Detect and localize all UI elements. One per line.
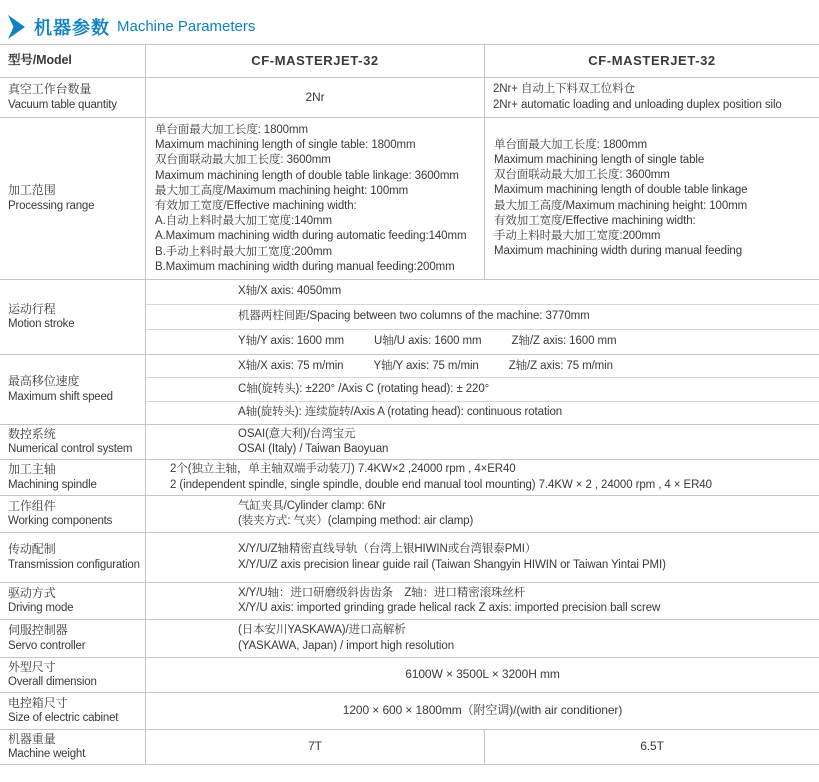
spec-line: 最大加工高度/Maximum machining height: 100mm <box>155 184 409 197</box>
table-row-working-components <box>0 496 819 533</box>
spec-line: Maximum machining length of double table linkage: 3600mm <box>155 169 459 182</box>
spec-line: 2 (independent spindle, single spindle, double end manual tool mounting) 7.4KW × 2 , 24000 rpm , 4 × ER40 <box>170 478 712 491</box>
table-row-machine-weight <box>0 730 819 765</box>
table-row-model <box>0 45 819 78</box>
spindle-value <box>146 460 819 495</box>
spec-line: A轴(旋转头): 连续旋转/Axis A (rotating head): continuous rotation <box>238 406 563 419</box>
processing-col2 <box>485 118 819 279</box>
shift-sub-row-c-axis <box>146 378 819 401</box>
spec-line: 气缸夹具/Cylinder clamp: 6Nr <box>238 499 386 512</box>
spec-line: X轴/X axis: 75 m/min <box>238 359 344 372</box>
spec-line: (装夹方式: 气夹）(clamping method: air clamp) <box>238 515 474 527</box>
row-label-shift-speed: 最高移位速度 Maximum shift speed <box>0 355 146 424</box>
table-row-transmission <box>0 533 819 583</box>
spec-line: 单台面最大加工长度: 1800mm <box>494 138 647 151</box>
section-title-en: Machine Parameters <box>117 18 256 35</box>
model-label: 型号/Model <box>8 53 72 68</box>
spec-line: 2个(独立主轴，单主轴双端手动装刀) 7.4KW×2 ,24000 rpm , 4×ER40 <box>170 463 516 476</box>
spec-line: Z轴/Z axis: 1600 mm <box>511 335 617 348</box>
table-row-spindle <box>0 460 819 496</box>
row-label-motion-stroke: 运动行程 Motion stroke <box>0 280 146 354</box>
spec-line: X/Y/U/Z轴精密直线导轨（台湾上银HIWIN或台湾银泰PMI） <box>238 543 537 556</box>
spec-line: OSAI (Italy) / Taiwan Baoyuan <box>238 443 389 455</box>
spec-line: B.Maximum machining width during manual feeding:200mm <box>155 260 455 273</box>
driving-mode-value <box>146 583 819 619</box>
nc-system-value <box>146 425 819 459</box>
row-label-model <box>0 45 146 77</box>
spec-line: 最大加工高度/Maximum machining height: 100mm <box>494 199 748 212</box>
row-label-spindle: 加工主轴 Machining spindle <box>0 460 146 495</box>
row-label-electric-cabinet: 电控箱尺寸 Size of electric cabinet <box>0 693 146 729</box>
spec-line: 机器两柱间距/Spacing between two columns of the machine: 3770mm <box>238 310 590 323</box>
row-label-overall-dimension: 外型尺寸 Overall dimension <box>0 658 146 692</box>
row-label-servo-controller: 伺服控制器 Servo controller <box>0 620 146 657</box>
section-title-zh: 机器参数 <box>34 17 110 38</box>
working-components-value <box>146 496 819 532</box>
spec-line: 2Nr+ automatic loading and unloading duplex position silo <box>493 98 782 111</box>
spec-line: X/Y/U/Z axis precision linear guide rail (Taiwan Shangyin HIWIN or Taiwan Yintai PMI) <box>238 558 666 571</box>
section-header <box>0 0 819 44</box>
vacuum-col2 <box>485 78 819 117</box>
spec-line: 双台面联动最大加工长度: 3600mm <box>155 154 331 167</box>
motion-stroke-values <box>146 280 819 354</box>
row-label-processing: 加工范围 Processing range <box>0 118 146 279</box>
model-col1: CF-MASTERJET-32 <box>146 45 485 77</box>
shift-speed-values <box>146 355 819 424</box>
servo-controller-value <box>146 620 819 657</box>
model-col2: CF-MASTERJET-32 <box>588 53 716 69</box>
machine-weight-col2: 6.5T <box>640 739 664 754</box>
table-row-processing <box>0 118 819 280</box>
table-row-motion-stroke <box>0 280 819 355</box>
overall-dimension-value <box>146 658 819 692</box>
motion-sub-row-x <box>146 280 819 305</box>
table-row-nc-system <box>0 425 819 460</box>
shift-sub-row-xyz <box>146 355 819 378</box>
spec-line: 手动上料时最大加工宽度:200mm <box>494 229 661 242</box>
spec-line: Maximum machining length of single table: 1800mm <box>155 139 416 152</box>
section-arrow-icon <box>8 15 25 39</box>
spec-line: A.自动上料时最大加工宽度:140mm <box>155 215 333 228</box>
machine-parameters-table <box>0 44 819 765</box>
shift-sub-row-a-axis <box>146 402 819 424</box>
spec-line: 有效加工宽度/Effective machining width: <box>155 200 357 213</box>
row-label-nc-system: 数控系统 Numerical control system <box>0 425 146 459</box>
spec-line: Maximum machining length of double table linkage <box>494 184 748 197</box>
spec-line: Z轴/Z axis: 75 m/min <box>508 359 613 372</box>
spec-line: OSAI(意大利)/台湾宝元 <box>238 427 356 440</box>
motion-sub-row-spacing <box>146 305 819 330</box>
spec-line: Y轴/Y axis: 75 m/min <box>373 359 479 372</box>
spec-line: X/Y/U轴：进口研磨级斜齿齿条 Z轴：进口精密滚珠丝杆 <box>238 586 526 599</box>
row-label-vacuum: 真空工作台数量 Vacuum table quantity <box>0 78 146 117</box>
row-label-transmission: 传动配制 Transmission configuration <box>0 533 146 582</box>
table-row-driving-mode <box>0 583 819 620</box>
table-row-shift-speed <box>0 355 819 425</box>
table-row-servo-controller <box>0 620 819 658</box>
spec-line: 1200 × 600 × 1800mm（附空调)/(with air conditioner) <box>342 703 623 718</box>
spec-line: X轴/X axis: 4050mm <box>238 285 342 298</box>
machine-weight-col1: 7T <box>146 730 485 764</box>
spec-line: (YASKAWA, Japan) / import high resolution <box>238 639 454 652</box>
row-label-working-components: 工作组件 Working components <box>0 496 146 532</box>
spec-line: B.手动上料时最大加工宽度:200mm <box>155 245 333 258</box>
motion-sub-row-yuz <box>146 330 819 354</box>
spec-line: 单台面最大加工长度: 1800mm <box>155 124 308 136</box>
spec-line: 2Nr+ 自动上下料双工位料仓 <box>493 83 635 96</box>
transmission-value <box>146 533 819 582</box>
vacuum-col1: 2Nr <box>146 78 485 117</box>
spec-line: 双台面联动最大加工长度: 3600mm <box>494 169 670 182</box>
spec-line: A.Maximum machining width during automatic feeding:140mm <box>155 230 467 243</box>
table-row-electric-cabinet <box>0 693 819 730</box>
spec-line: 有效加工宽度/Effective machining width: <box>494 214 696 227</box>
table-row-overall-dimension <box>0 658 819 693</box>
row-label-machine-weight: 机器重量 Machine weight <box>0 730 146 764</box>
spec-line: 6100W × 3500L × 3200H mm <box>405 667 560 682</box>
spec-line: Y轴/Y axis: 1600 mm <box>238 335 345 348</box>
spec-line: C轴(旋转头): ±220° /Axis C (rotating head): ± 220° <box>238 382 490 395</box>
row-label-driving-mode: 驱动方式 Driving mode <box>0 583 146 619</box>
spec-line: (日本安川YASKAWA)/进口高解析 <box>238 624 406 637</box>
spec-line: X/Y/U axis: imported grinding grade helical rack Z axis: imported precision ball screw <box>238 602 661 614</box>
spec-line: Maximum machining length of single table <box>494 153 705 166</box>
spec-line: U轴/U axis: 1600 mm <box>374 335 482 348</box>
electric-cabinet-value <box>146 693 819 729</box>
spec-line: Maximum machining width during manual feeding <box>494 245 742 258</box>
processing-col1 <box>146 118 485 279</box>
table-row-vacuum <box>0 78 819 118</box>
